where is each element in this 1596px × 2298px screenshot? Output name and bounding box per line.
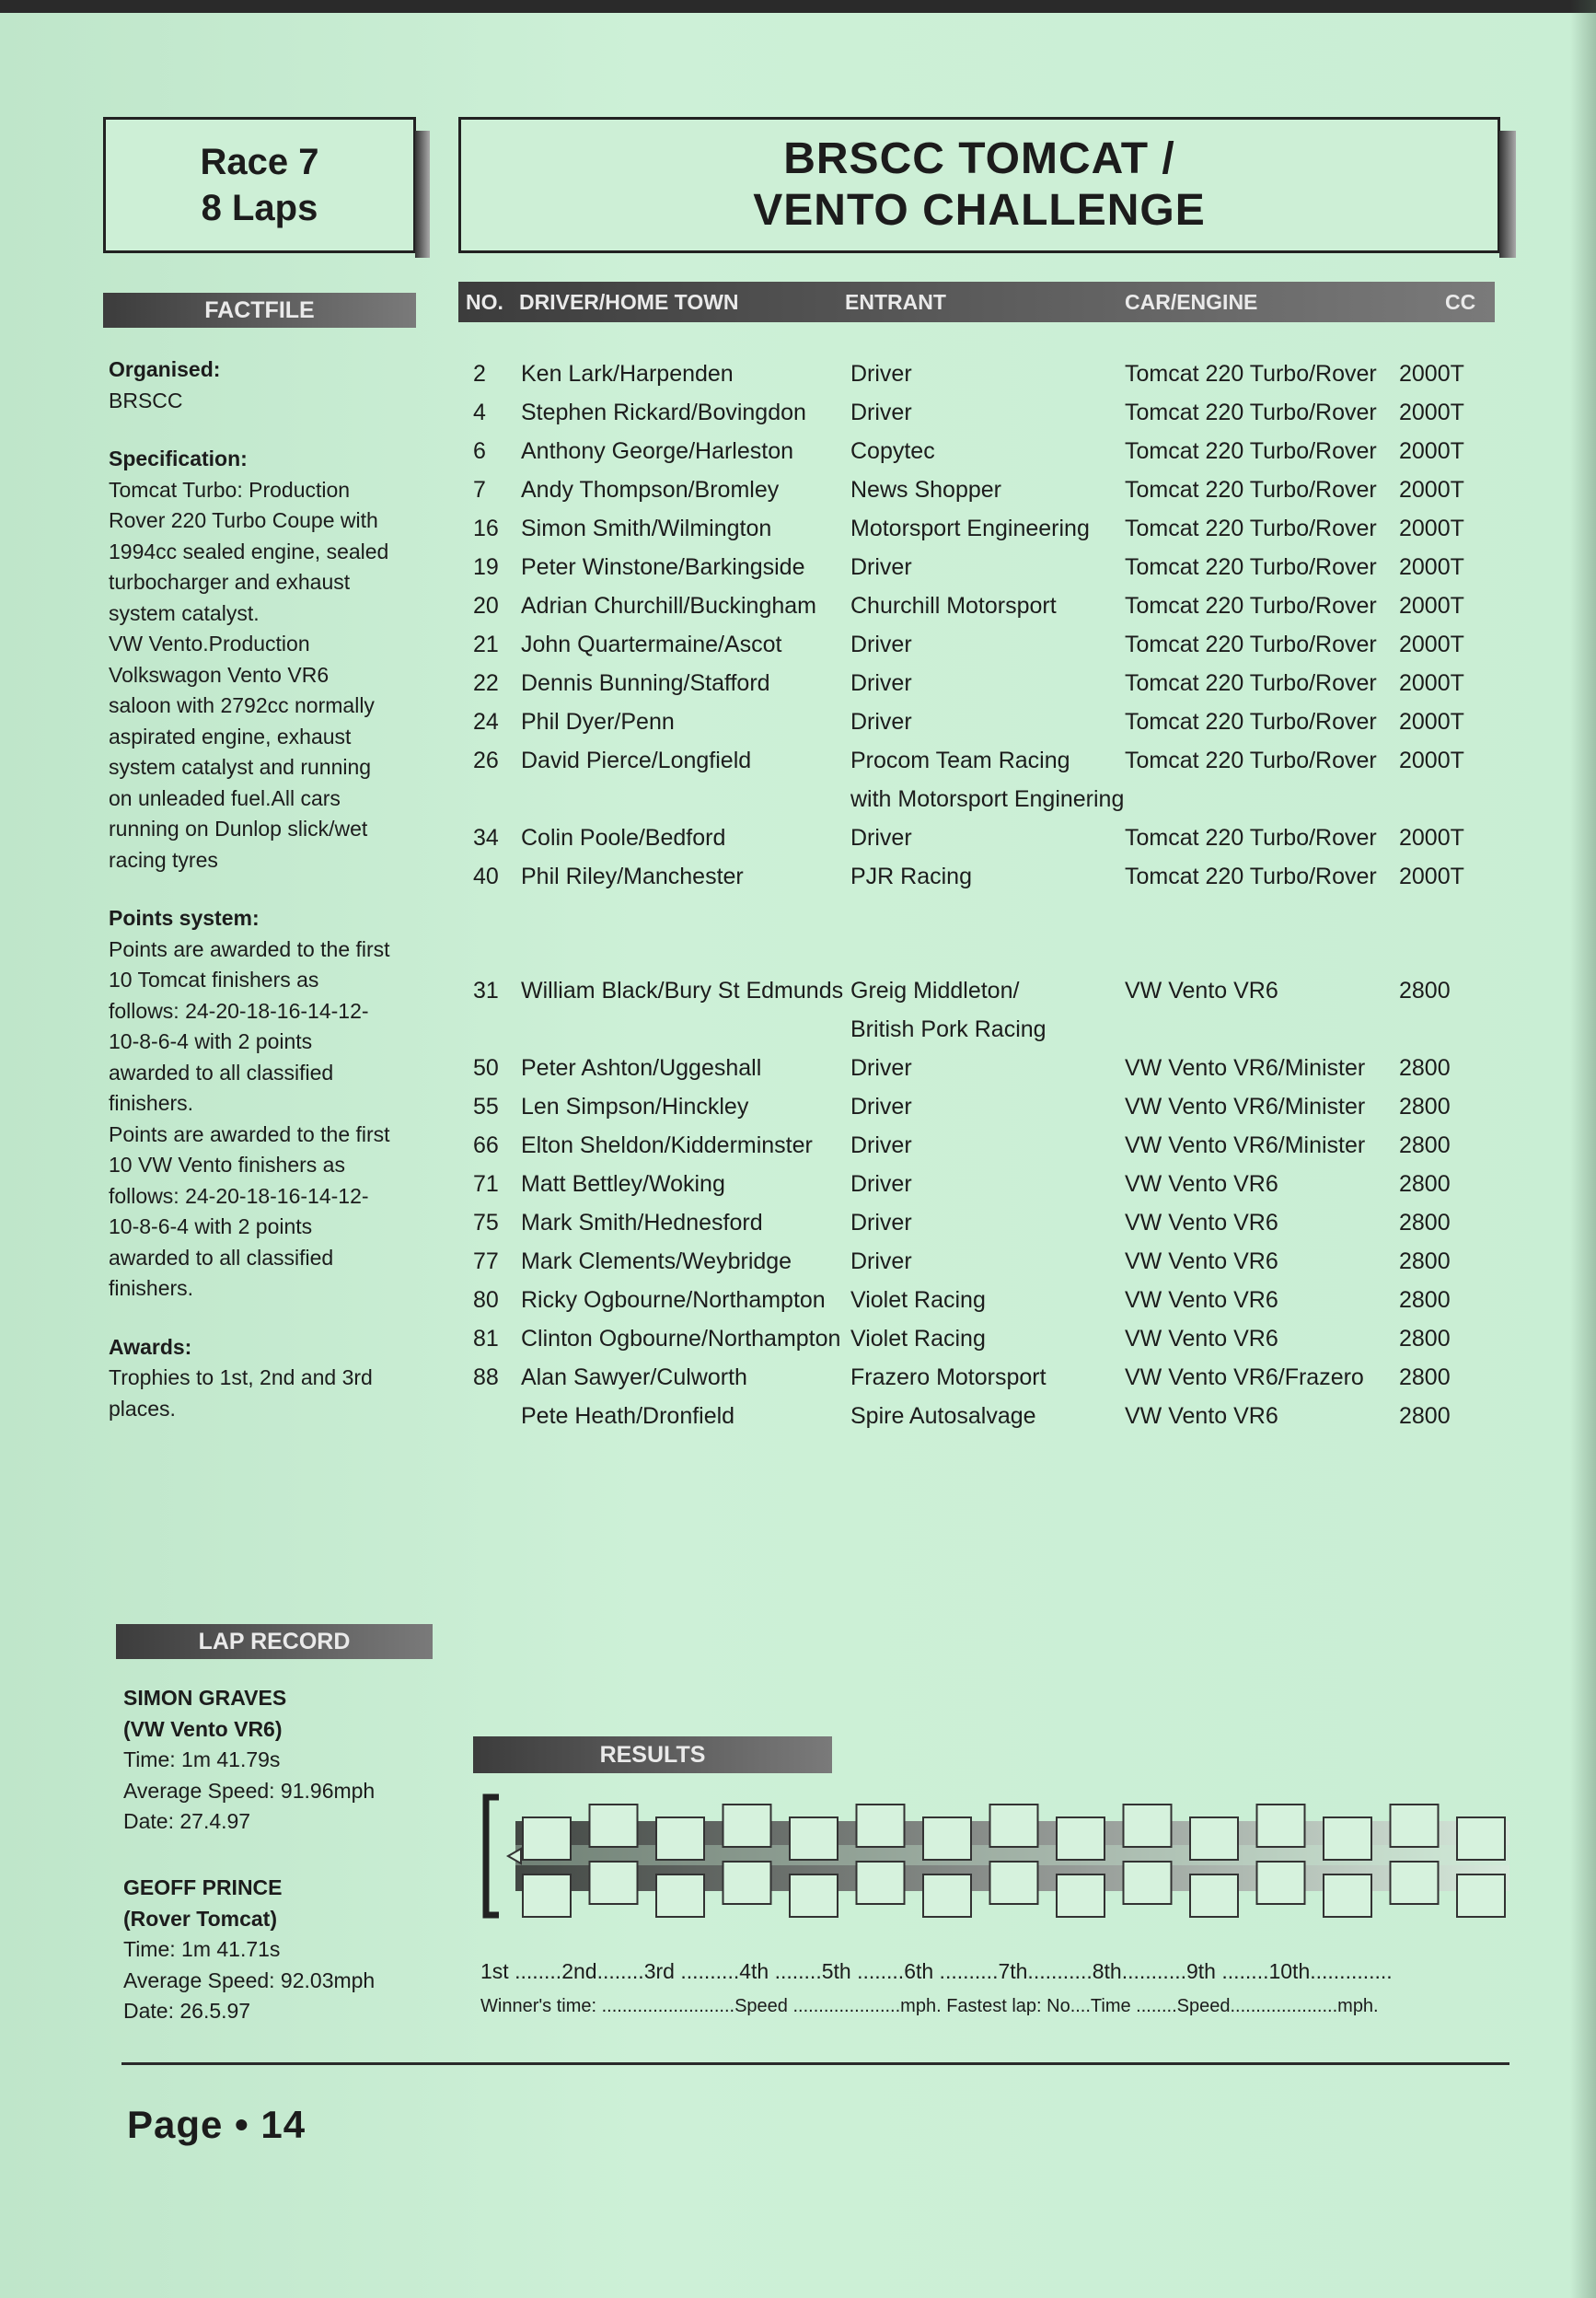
points-line: 10 Tomcat finishers as	[109, 968, 319, 992]
entry-driver: Phil Dyer/Penn	[521, 709, 675, 735]
entry-cc: 2000T	[1399, 400, 1464, 425]
organised-label: Organised:	[109, 357, 221, 381]
entry-entrant: Driver	[850, 1055, 912, 1081]
entry-entrant: Procom Team Racing	[850, 748, 1070, 773]
points-line: Points are awarded to the first	[109, 1121, 390, 1146]
spec-line: saloon with 2792cc normally	[109, 693, 375, 717]
starting-grid-graphic	[479, 1792, 1509, 1921]
entry-car: Tomcat 220 Turbo/Rover	[1125, 516, 1377, 541]
points-line: awarded to all classified	[109, 1060, 334, 1085]
awards-line: Trophies to 1st, 2nd and 3rd	[109, 1365, 373, 1389]
entry-car: Tomcat 220 Turbo/Rover	[1125, 593, 1377, 619]
entry-driver: William Black/Bury St Edmunds	[521, 978, 844, 1004]
entry-entrant: Driver	[850, 1132, 912, 1158]
entry-entrant: Driver	[850, 1094, 912, 1120]
points-line: finishers.	[109, 1276, 194, 1300]
spec-line: system catalyst.	[109, 600, 260, 625]
race-box-shadow	[415, 131, 430, 258]
entry-entrant: Driver	[850, 670, 912, 696]
entry-car: Tomcat 220 Turbo/Rover	[1125, 554, 1377, 580]
results-winner-line: Winner's time: ..........................Speed .....................mph. Fastest lap: No....Time ........Speed.....................mph.	[480, 1996, 1379, 2016]
spec-line: VW Vento.Production	[109, 632, 310, 656]
entry-car: VW Vento VR6	[1125, 1403, 1278, 1429]
column-header-bar	[458, 282, 1495, 322]
entry-driver: Pete Heath/Dronfield	[521, 1403, 735, 1429]
entry-car: VW Vento VR6/Minister	[1125, 1094, 1366, 1120]
entry-car: VW Vento VR6/Minister	[1125, 1055, 1366, 1081]
entry-entrant: Greig Middleton/	[850, 978, 1020, 1004]
grid-slot	[1190, 1874, 1238, 1917]
entry-entrant: Frazero Motorsport	[850, 1364, 1047, 1390]
entry-car: Tomcat 220 Turbo/Rover	[1125, 748, 1377, 773]
spec-line: Volkswagon Vento VR6	[109, 662, 330, 687]
entry-number: 7	[473, 477, 486, 503]
spec-line: aspirated engine, exhaust	[109, 724, 352, 749]
entry-driver: Simon Smith/Wilmington	[521, 516, 772, 541]
entry-number: 55	[473, 1094, 499, 1120]
entry-number: 4	[473, 400, 486, 425]
spec-line: on unleaded fuel.All cars	[109, 785, 341, 810]
lap-record-car: (Rover Tomcat)	[123, 1906, 277, 1931]
entry-cc: 2800	[1399, 1403, 1451, 1429]
entry-car: VW Vento VR6	[1125, 1171, 1278, 1197]
grid-slot	[1257, 1862, 1305, 1904]
grid-slot	[1190, 1817, 1238, 1860]
entry-cc: 2000T	[1399, 477, 1464, 503]
entry-driver: Dennis Bunning/Stafford	[521, 670, 770, 696]
entry-cc: 2800	[1399, 1094, 1451, 1120]
entry-cc: 2800	[1399, 978, 1451, 1004]
lap-record-date: Date: 26.5.97	[123, 1999, 251, 2023]
entry-entrant: Churchill Motorsport	[850, 593, 1057, 619]
entry-entrant: Driver	[850, 825, 912, 851]
entry-car: Tomcat 220 Turbo/Rover	[1125, 438, 1377, 464]
entry-car: Tomcat 220 Turbo/Rover	[1125, 670, 1377, 696]
awards-line: places.	[109, 1396, 176, 1421]
entry-driver: Ken Lark/Harpenden	[521, 361, 734, 387]
entry-car: VW Vento VR6	[1125, 1326, 1278, 1352]
grid-slot	[1324, 1874, 1371, 1917]
entry-number: 31	[473, 978, 499, 1004]
grid-slot	[1324, 1817, 1371, 1860]
entry-car: VW Vento VR6/Minister	[1125, 1132, 1366, 1158]
col-cc: CC	[1445, 290, 1476, 314]
entry-entrant: Motorsport Engineering	[850, 516, 1090, 541]
entry-cc: 2000T	[1399, 516, 1464, 541]
grid-slot	[790, 1874, 838, 1917]
grid-slot	[1057, 1817, 1104, 1860]
awards-text	[109, 1363, 431, 1424]
entry-entrant-line2: with Motorsport Enginering	[850, 786, 1125, 812]
entry-entrant: Driver	[850, 1171, 912, 1197]
entry-car: VW Vento VR6	[1125, 1210, 1278, 1236]
entry-driver: Colin Poole/Bedford	[521, 825, 726, 851]
entry-cc: 2000T	[1399, 438, 1464, 464]
col-car: CAR/ENGINE	[1125, 290, 1258, 314]
points-label: Points system:	[109, 906, 260, 930]
grid-slot	[523, 1874, 571, 1917]
entry-entrant: Spire Autosalvage	[850, 1403, 1036, 1429]
lap-record-name: SIMON GRAVES	[123, 1686, 287, 1710]
entry-car: VW Vento VR6/Frazero	[1125, 1364, 1364, 1390]
page-edge-shadow	[1570, 0, 1596, 2298]
entry-entrant: Violet Racing	[850, 1287, 986, 1313]
grid-slot	[1124, 1805, 1172, 1847]
spec-line: turbocharger and exhaust	[109, 570, 351, 594]
grid-slot	[790, 1817, 838, 1860]
entry-driver: David Pierce/Longfield	[521, 748, 752, 773]
entry-number: 77	[473, 1248, 499, 1274]
entry-number: 50	[473, 1055, 499, 1081]
race-box	[103, 117, 416, 253]
entry-cc: 2000T	[1399, 554, 1464, 580]
entry-cc: 2800	[1399, 1248, 1451, 1274]
entry-entrant: Driver	[850, 554, 912, 580]
title-box-shadow	[1499, 131, 1516, 258]
lap-record-car: (VW Vento VR6)	[123, 1716, 283, 1741]
entry-number: 22	[473, 670, 499, 696]
entry-car: Tomcat 220 Turbo/Rover	[1125, 709, 1377, 735]
entry-driver: Elton Sheldon/Kidderminster	[521, 1132, 813, 1158]
entry-driver: Phil Riley/Manchester	[521, 864, 744, 889]
grid-slot	[523, 1817, 571, 1860]
entry-number: 20	[473, 593, 499, 619]
entry-cc: 2800	[1399, 1364, 1451, 1390]
lap-record-speed: Average Speed: 91.96mph	[123, 1778, 376, 1803]
entry-number: 81	[473, 1326, 499, 1352]
spec-label: Specification:	[109, 447, 248, 470]
entry-driver: Anthony George/Harleston	[521, 438, 794, 464]
entry-number: 19	[473, 554, 499, 580]
entry-cc: 2800	[1399, 1326, 1451, 1352]
grid-slot	[1124, 1862, 1172, 1904]
entry-car: Tomcat 220 Turbo/Rover	[1125, 361, 1377, 387]
points-line: 10-8-6-4 with 2 points	[109, 1029, 313, 1053]
lap-record-name: GEOFF PRINCE	[123, 1875, 283, 1899]
entry-number: 26	[473, 748, 499, 773]
points-line: finishers.	[109, 1091, 194, 1115]
entry-driver: Stephen Rickard/Bovingdon	[521, 400, 806, 425]
spec-line: running on Dunlop slick/wet	[109, 817, 368, 841]
entry-driver: Alan Sawyer/Culworth	[521, 1364, 747, 1390]
grid-slot	[1457, 1874, 1505, 1917]
factfile-heading: FACTFILE	[103, 293, 416, 328]
entry-number: 88	[473, 1364, 499, 1390]
entry-number: 6	[473, 438, 486, 464]
spec-text	[109, 475, 431, 876]
entry-car: Tomcat 220 Turbo/Rover	[1125, 825, 1377, 851]
title-line-2: VENTO CHALLENGE	[753, 186, 1206, 235]
entry-driver: Mark Smith/Hednesford	[521, 1210, 763, 1236]
title-line-1: BRSCC TOMCAT /	[783, 134, 1175, 183]
grid-slot	[1057, 1874, 1104, 1917]
lap-record-time: Time: 1m 41.79s	[123, 1747, 281, 1771]
points-line: 10 VW Vento finishers as	[109, 1153, 345, 1177]
col-driver: DRIVER/HOME TOWN	[519, 290, 739, 314]
entry-entrant: News Shopper	[850, 477, 1001, 503]
lap-record-1	[123, 1683, 455, 1838]
page-number: Page • 14	[127, 2103, 306, 2146]
entry-number: 24	[473, 709, 499, 735]
entry-entrant: Driver	[850, 1210, 912, 1236]
entry-entrant: Violet Racing	[850, 1326, 986, 1352]
entry-entrant: PJR Racing	[850, 864, 972, 889]
grid-slot	[723, 1805, 771, 1847]
entry-cc: 2000T	[1399, 670, 1464, 696]
spec-line: system catalyst and running	[109, 755, 372, 779]
grid-slot	[1391, 1805, 1439, 1847]
entry-entrant: Driver	[850, 632, 912, 657]
lap-record-date: Date: 27.4.97	[123, 1809, 251, 1833]
entry-entrant: Driver	[850, 361, 912, 387]
footer-rule	[121, 2062, 1509, 2065]
entry-number: 21	[473, 632, 499, 657]
entry-cc: 2000T	[1399, 593, 1464, 619]
points-line: follows: 24-20-18-16-14-12-	[109, 1183, 369, 1208]
entry-car: VW Vento VR6	[1125, 978, 1278, 1004]
entry-driver: Adrian Churchill/Buckingham	[521, 593, 816, 619]
grid-slot	[1391, 1862, 1439, 1904]
results-heading: RESULTS	[473, 1736, 832, 1773]
entry-entrant: Driver	[850, 400, 912, 425]
entry-number: 34	[473, 825, 499, 851]
entry-driver: Peter Ashton/Uggeshall	[521, 1055, 762, 1081]
race-number: Race 7	[200, 142, 319, 182]
grid-slot	[857, 1805, 905, 1847]
entry-car: Tomcat 220 Turbo/Rover	[1125, 864, 1377, 889]
entry-cc: 2000T	[1399, 361, 1464, 387]
points-line: awarded to all classified	[109, 1245, 334, 1270]
entry-cc: 2800	[1399, 1171, 1451, 1197]
col-entrant: ENTRANT	[845, 290, 946, 314]
entry-number: 80	[473, 1287, 499, 1313]
entry-number: 71	[473, 1171, 499, 1197]
entry-cc: 2000T	[1399, 748, 1464, 773]
awards-label: Awards:	[109, 1334, 192, 1359]
spec-line: Tomcat Turbo: Production	[109, 477, 351, 502]
race-laps: 8 Laps	[201, 188, 318, 228]
grid-slot	[1457, 1817, 1505, 1860]
entry-driver: Andy Thompson/Bromley	[521, 477, 780, 503]
entry-cc: 2800	[1399, 1287, 1451, 1313]
lap-record-speed: Average Speed: 92.03mph	[123, 1967, 376, 1992]
grid-slot	[590, 1805, 638, 1847]
entry-car: Tomcat 220 Turbo/Rover	[1125, 400, 1377, 425]
lap-record-time: Time: 1m 41.71s	[123, 1937, 281, 1961]
entry-car: VW Vento VR6	[1125, 1248, 1278, 1274]
spec-line: Rover 220 Turbo Coupe with	[109, 508, 378, 532]
results-positions: 1st ........2nd........3rd ..........4th ........5th ........6th ..........7th...........8th...........9th ........10th..............	[480, 1959, 1393, 1983]
entry-number: 66	[473, 1132, 499, 1158]
points-line: follows: 24-20-18-16-14-12-	[109, 998, 369, 1023]
entry-entrant: Driver	[850, 1248, 912, 1274]
entry-driver: John Quartermaine/Ascot	[521, 632, 782, 657]
title-box	[458, 117, 1500, 253]
entry-driver: Len Simpson/Hinckley	[521, 1094, 749, 1120]
grid-slot	[723, 1862, 771, 1904]
spec-line: racing tyres	[109, 847, 218, 872]
grid-slot	[1257, 1805, 1305, 1847]
entry-driver: Matt Bettley/Woking	[521, 1171, 725, 1197]
entry-driver: Clinton Ogbourne/Northampton	[521, 1326, 841, 1352]
entry-car: VW Vento VR6	[1125, 1287, 1278, 1313]
entry-cc: 2800	[1399, 1055, 1451, 1081]
organised-value: BRSCC	[109, 388, 183, 412]
grid-slot	[923, 1874, 971, 1917]
col-no: NO.	[466, 290, 503, 314]
grid-slot	[656, 1817, 704, 1860]
points-text	[109, 934, 431, 1305]
lap-record-2	[123, 1873, 455, 2027]
entry-driver: Mark Clements/Weybridge	[521, 1248, 792, 1274]
grid-slot	[656, 1874, 704, 1917]
grid-slot	[857, 1862, 905, 1904]
entry-car: Tomcat 220 Turbo/Rover	[1125, 632, 1377, 657]
entry-number: 16	[473, 516, 499, 541]
entry-number: 75	[473, 1210, 499, 1236]
entry-car: Tomcat 220 Turbo/Rover	[1125, 477, 1377, 503]
grid-slot	[990, 1805, 1038, 1847]
entry-entrant: Copytec	[850, 438, 935, 464]
spec-line: 1994cc sealed engine, sealed	[109, 539, 389, 563]
lap-record-heading: LAP RECORD	[116, 1624, 433, 1659]
grid-slot	[990, 1862, 1038, 1904]
top-edge	[0, 0, 1596, 13]
entry-number: 40	[473, 864, 499, 889]
entry-driver: Ricky Ogbourne/Northampton	[521, 1287, 826, 1313]
entry-entrant-line2: British Pork Racing	[850, 1016, 1047, 1042]
points-line: 10-8-6-4 with 2 points	[109, 1214, 313, 1238]
entry-number: 2	[473, 361, 486, 387]
entry-entrant: Driver	[850, 709, 912, 735]
points-line: Points are awarded to the first	[109, 936, 390, 961]
entry-cc: 2800	[1399, 1210, 1451, 1236]
factfile-body	[109, 354, 431, 1424]
entry-cc: 2000T	[1399, 864, 1464, 889]
entry-cc: 2800	[1399, 1132, 1451, 1158]
entry-driver: Peter Winstone/Barkingside	[521, 554, 805, 580]
entry-cc: 2000T	[1399, 825, 1464, 851]
grid-slot	[923, 1817, 971, 1860]
grid-slot	[590, 1862, 638, 1904]
entry-cc: 2000T	[1399, 709, 1464, 735]
entry-cc: 2000T	[1399, 632, 1464, 657]
